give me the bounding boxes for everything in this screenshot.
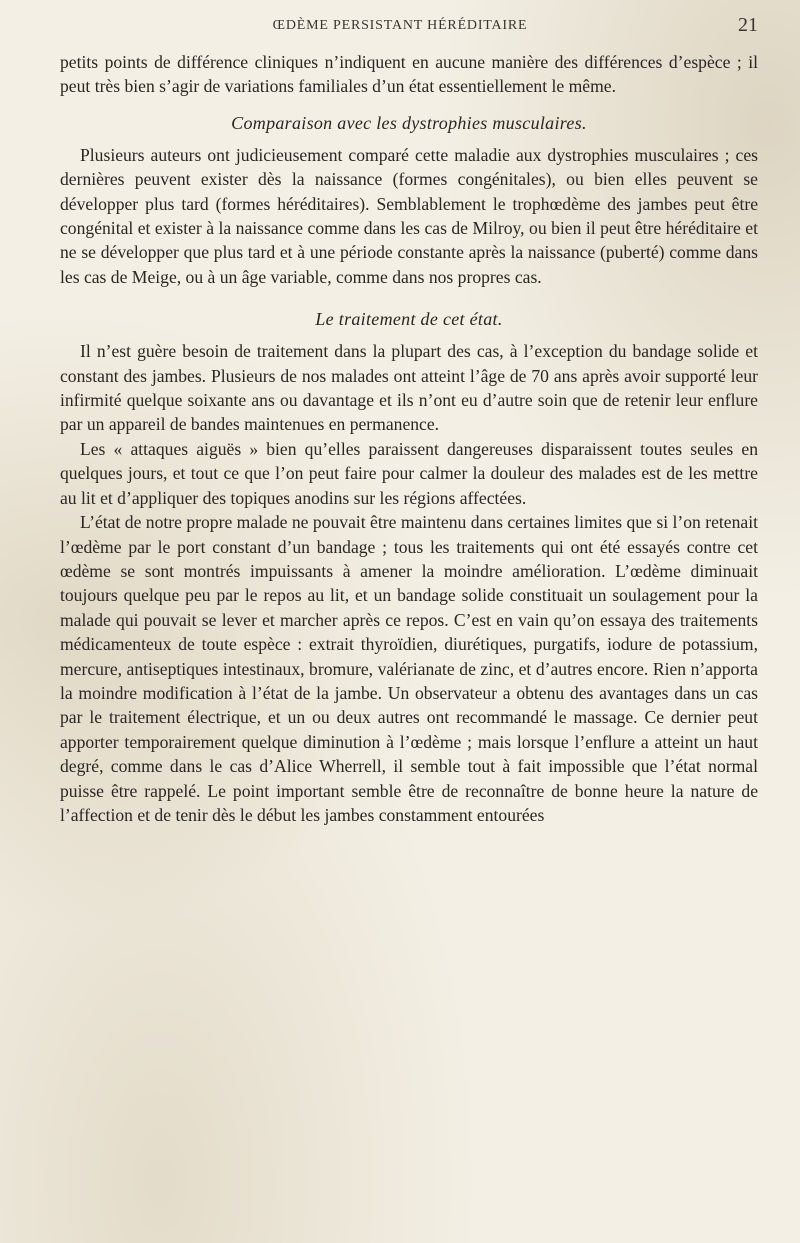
page-number: 21 [738, 14, 758, 36]
running-header [0, 16, 800, 38]
section-heading-treatment: Le traitement de cet état. [315, 309, 503, 330]
paragraph-treatment-3: L’état de notre propre malade ne pouvait être maintenu dans certaines limites que si l’on retenait l’œdème par le port constant d’un bandage ; tous les traitements qui ont été essayés contre cet œdème se sont montrés impuissants à amener la moindre amélioration. L’œdème diminuait toujours quelque peu par le repos au lit, et un bandage solide constituait un soulagement pour la malade qui pouvait se lever et marcher après ce repos. C’est en vain qu’on essaya des traitements médicamenteux de toute espèce : extrait thyroïdien, diurétiques, purgatifs, iodure de potassium, mercure, antiseptiques intestinaux, bromure, valérianate de zinc, et d’autres encore. Rien n’apporta la moindre modification à l’état de la jambe. Un observateur a obtenu des avantages dans un cas par le traitement électrique, et un ou deux autres ont recommandé le massage. Ce dernier peut apporter temporairement quelque diminution à l’œdème ; mais lorsque l’enflure a atteint un haut degré, comme dans le cas d’Alice Wherrell, il semble tout à fait impossible que l’état normal puisse être rappelé. Le point important semble être de reconnaître de bonne heure la nature de l’affection et de tenir dès le début les jambes constamment entourées [60, 512, 758, 825]
body-text [60, 50, 758, 827]
running-title: ŒDÈME PERSISTANT HÉRÉDITAIRE [272, 18, 528, 33]
paragraph-treatment-1: Il n’est guère besoin de traitement dans la plupart des cas, à l’exception du bandage solide et constant des jambes. Plusieurs de nos malades ont atteint l’âge de 70 ans après avoir supporté leur infirmité quelque soixante ans ou davantage et ils n’ont eu d’autre soin que de retenir leur enflure par un appareil de bandes maintenues en permanence. [60, 341, 758, 435]
paragraph-comparison: Plusieurs auteurs ont judicieusement comparé cette maladie aux dystrophies musculaires ; ces dernières peuvent exister dès la naissance (formes congénitales), ou bien elles peuvent se développer plus tard (formes héréditaires). Semblablement le trophœdème des jambes peut être congénital et exister à la naissance comme dans les cas de Milroy, ou bien il peut être héréditaire et ne se développer que plus tard et à une période constante après la naissance (puberté) comme dans les cas de Meige, ou à un âge variable, comme dans nos propres cas. [60, 144, 758, 287]
paragraph-treatment-2: Les « attaques aiguës » bien qu’elles paraissent dangereuses disparaissent toutes seules en quelques jours, et tout ce que l’on peut faire pour calmer la douleur des malades est de les mettre au lit et d’appliquer des topiques anodins sur les régions affectées. [60, 438, 758, 508]
section-heading-comparison: Comparaison avec les dystrophies musculaires. [231, 112, 587, 133]
paragraph-continuation: petits points de différence cliniques n’indiquent en aucune manière des différences d’espèce ; il peut très bien s’agir de variations familiales d’un état essentiellement le même. [60, 52, 758, 97]
